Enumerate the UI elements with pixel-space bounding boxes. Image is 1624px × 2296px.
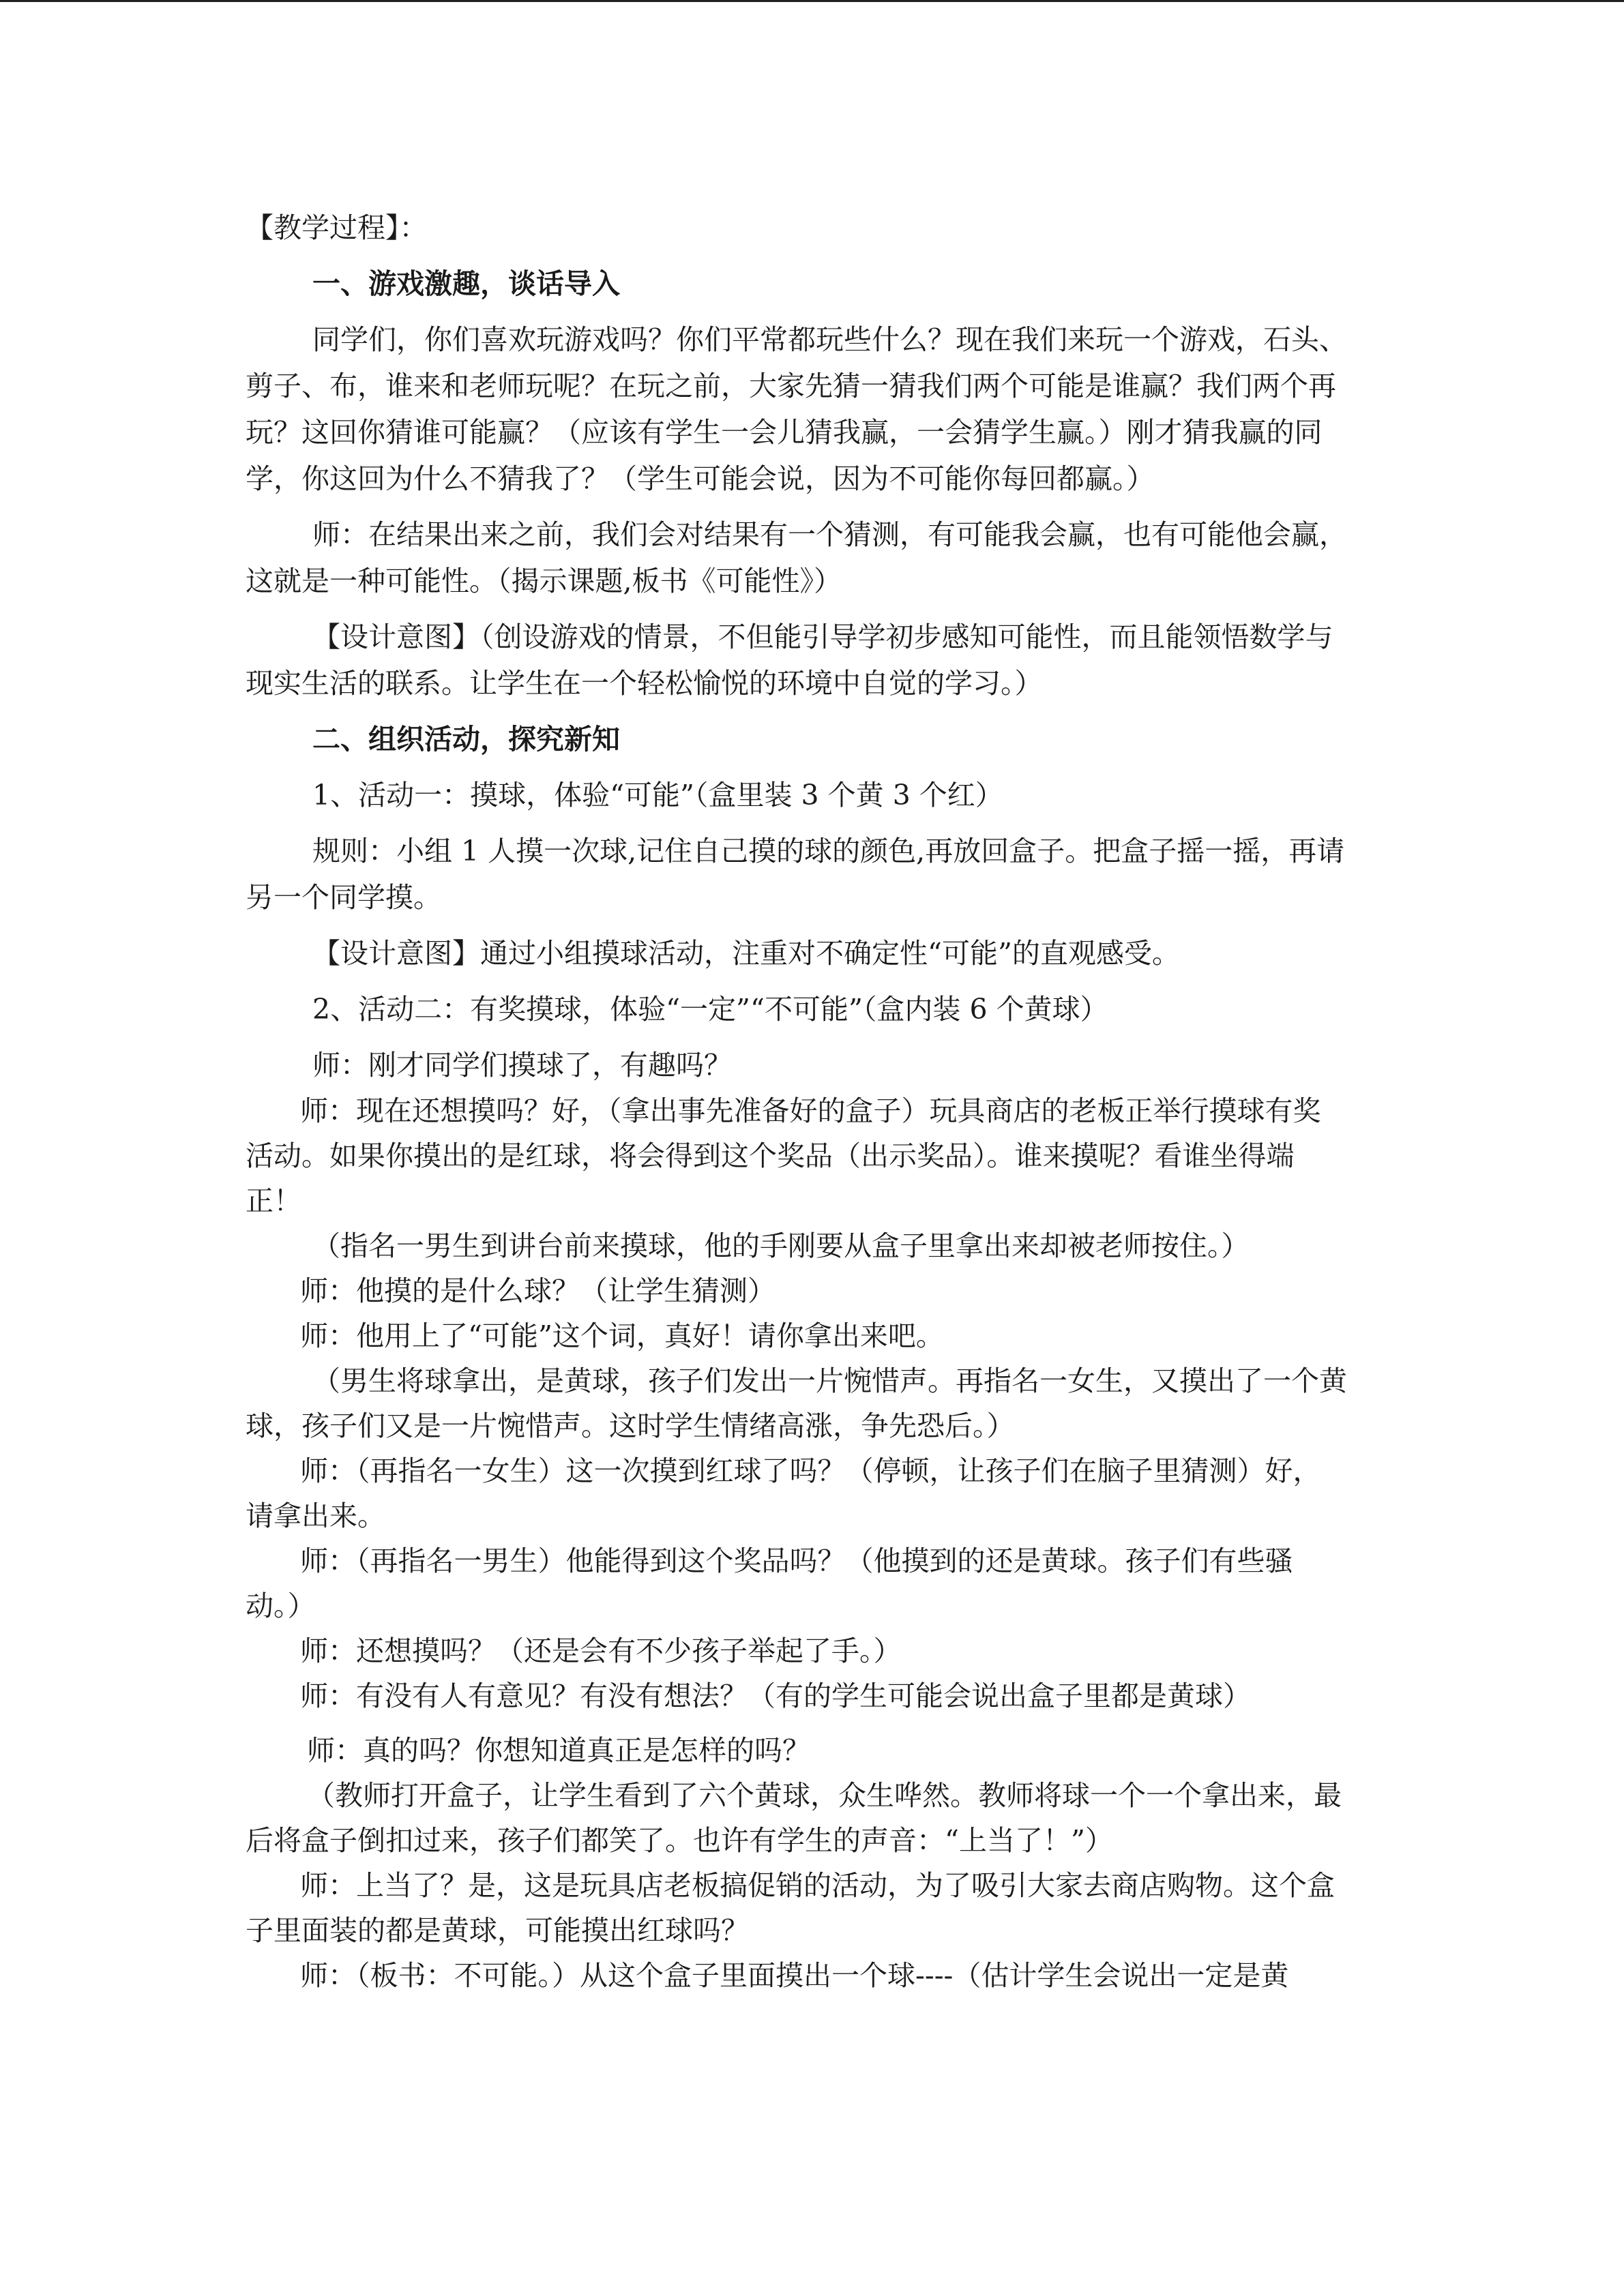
paragraph-3 <box>246 614 1378 706</box>
paragraph-6 <box>246 930 1378 976</box>
paragraph-line: 师：刚才同学们摸球了，有趣吗？ <box>312 1049 732 1082</box>
paragraph-line: 同学们，你们喜欢玩游戏吗？你们平常都玩些什么？现在我们来玩一个游戏，石头、 <box>312 323 1347 356</box>
paragraph-line: 1、活动一：摸球，体验“可能”（盒里装 3 个黄 3 个红） <box>312 779 1003 811</box>
paragraph-9 <box>246 1088 1378 1223</box>
heading-1 <box>246 260 1378 307</box>
paragraph-line: 师：他摸的是什么球？（让学生猜测） <box>300 1274 776 1307</box>
paragraph-16 <box>246 1628 1378 1673</box>
paragraph-17 <box>246 1673 1378 1718</box>
paragraph-line: 正！ <box>246 1184 301 1217</box>
paragraph-line: 师：他用上了“可能”这个词，真好！请你拿出来吧。 <box>300 1320 944 1352</box>
paragraph-14 <box>246 1448 1378 1538</box>
paragraph-11 <box>246 1268 1378 1313</box>
paragraph-line: 师：有没有人有意见？有没有想法？（有的学生可能会说出盒子里都是黄球） <box>300 1680 1251 1712</box>
paragraph-8 <box>246 1042 1378 1088</box>
paragraph-13 <box>246 1358 1378 1448</box>
paragraph-line: 子里面装的都是黄球，可能摸出红球吗？ <box>246 1914 749 1947</box>
paragraph-19 <box>246 1773 1378 1863</box>
paragraph-10 <box>246 1223 1378 1268</box>
paragraph-line: 师：真的吗？你想知道真正是怎样的吗？ <box>307 1734 810 1767</box>
paragraph-line: （教师打开盒子，让学生看到了六个黄球，众生哗然。教师将球一个一个拿出来，最 <box>307 1779 1342 1812</box>
paragraph-line: 后将盒子倒扣过来，孩子们都笑了。也许有学生的声音：“上当了！”） <box>246 1824 1113 1857</box>
paragraph-15 <box>246 1538 1378 1628</box>
paragraph-line: （男生将球拿出，是黄球，孩子们发出一片惋惜声。再指名一女生，又摸出了一个黄 <box>312 1365 1347 1397</box>
document-page <box>246 205 1378 1998</box>
paragraph-line: 师：现在还想摸吗？好，（拿出事先准备好的盒子）玩具商店的老板正举行摸球有奖 <box>300 1094 1321 1127</box>
heading-1-text: 一、游戏激趣，谈话导入 <box>312 267 620 300</box>
paragraph-line: 活动。如果你摸出的是红球，将会得到这个奖品（出示奖品）。谁来摸呢？看谁坐得端 <box>246 1139 1295 1172</box>
heading-2 <box>246 716 1378 762</box>
paragraph-line: 师：还想摸吗？（还是会有不少孩子举起了手。） <box>300 1635 902 1667</box>
paragraph-line: 请拿出来。 <box>246 1500 385 1532</box>
paragraph-1 <box>246 316 1378 502</box>
paragraph-line: 球，孩子们又是一片惋惜声。这时学生情绪高涨，争先恐后。） <box>246 1410 1015 1442</box>
paragraph-line: 另一个同学摸。 <box>246 881 441 914</box>
paragraph-line: 师：（再指名一男生）他能得到这个奖品吗？（他摸到的还是黄球。孩子们有些骚 <box>300 1545 1293 1577</box>
page-top-border <box>0 0 1624 2</box>
paragraph-4 <box>246 772 1378 818</box>
paragraph-2 <box>246 511 1378 604</box>
paragraph-line: 剪子、布，谁来和老师玩呢？在玩之前，大家先猜一猜我们两个可能是谁赢？我们两个再 <box>246 370 1336 402</box>
paragraph-line: 师：上当了？是，这是玩具店老板搞促销的活动，为了吸引大家去商店购物。这个盒 <box>300 1869 1335 1902</box>
paragraph-line: 现实生活的联系。让学生在一个轻松愉悦的环境中自觉的学习。） <box>246 667 1043 700</box>
paragraph-12 <box>246 1313 1378 1358</box>
section-title <box>246 205 1378 251</box>
paragraph-7 <box>246 986 1378 1032</box>
section-title-text: 【教学过程】： <box>246 211 428 244</box>
paragraph-line: 玩？这回你猜谁可能赢？（应该有学生一会儿猜我赢，一会猜学生赢。）刚才猜我赢的同 <box>246 416 1323 449</box>
paragraph-line: 学，你这回为什么不猜我了？（学生可能会说，因为不可能你每回都赢。） <box>246 462 1155 495</box>
paragraph-line: 师：（再指名一女生）这一次摸到红球了吗？（停顿，让孩子们在脑子里猜测）好， <box>300 1455 1321 1487</box>
paragraph-line: 师：（板书：不可能。）从这个盒子里面摸出一个球----（估计学生会说出一定是黄 <box>300 1959 1289 1992</box>
paragraph-line: 动。） <box>246 1590 316 1622</box>
paragraph-line: 规则：小组 1 人摸一次球,记住自己摸的球的颜色,再放回盒子。把盒子摇一摇，再请 <box>312 835 1345 867</box>
paragraph-5 <box>246 828 1378 921</box>
paragraph-21 <box>246 1953 1378 1998</box>
paragraph-line: 师：在结果出来之前，我们会对结果有一个猜测，有可能我会赢，也有可能他会赢， <box>312 518 1347 551</box>
paragraph-line: 【设计意图】（创设游戏的情景，不但能引导学初步感知可能性，而且能领悟数学与 <box>312 621 1333 653</box>
paragraph-20 <box>246 1863 1378 1953</box>
paragraph-line: 【设计意图】通过小组摸球活动，注重对不确定性“可能”的直观感受。 <box>312 937 1180 970</box>
paragraph-line: 2、活动二：有奖摸球，体验“一定”“不可能”（盒内装 6 个黄球） <box>312 993 1108 1026</box>
paragraph-line: 这就是一种可能性。（揭示课题,板书《可能性》） <box>246 565 842 597</box>
paragraph-line: （指名一男生到讲台前来摸球，他的手刚要从盒子里拿出来却被老师按住。） <box>312 1229 1250 1262</box>
paragraph-18 <box>246 1728 1378 1773</box>
heading-2-text: 二、组织活动，探究新知 <box>312 723 620 756</box>
